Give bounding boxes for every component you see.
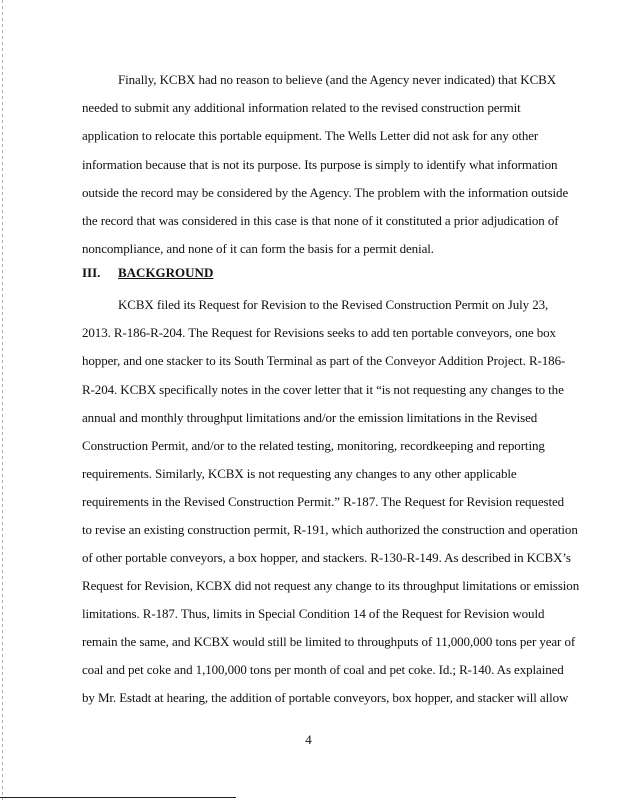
text-line: requirements. Similarly, KCBX is not requesting any changes to any other applicable [82, 466, 517, 481]
text-line: by Mr. Estadt at hearing, the addition of portable conveyors, box hopper, and stacker will allow [82, 690, 569, 705]
page-number: 4 [305, 732, 312, 747]
section-title: BACKGROUND [118, 265, 214, 280]
text-line: to revise an existing construction permit, R-191, which authorized the construction and operation [82, 522, 578, 537]
text-line: KCBX filed its Request for Revision to the Revised Construction Permit on July 23, [118, 297, 549, 312]
text-line: coal and pet coke and 1,100,000 tons per month of coal and pet coke. Id.; R-140. As explained [82, 662, 564, 677]
text-line: 2013. R-186-R-204. The Request for Revisions seeks to add ten portable conveyors, one box [82, 325, 556, 340]
text-line: noncompliance, and none of it can form the basis for a permit denial. [82, 241, 434, 256]
text-line: outside the record may be considered by the Agency. The problem with the information outside [82, 185, 569, 200]
scan-edge [2, 0, 3, 800]
text-line: Finally, KCBX had no reason to believe (and the Agency never indicated) that KCBX [118, 72, 557, 87]
text-line: remain the same, and KCBX would still be limited to throughputs of 11,000,000 tons per year of [82, 634, 576, 649]
text-line: R-204. KCBX specifically notes in the cover letter that it “is not requesting any changes to the [82, 382, 564, 397]
text-line: the record that was considered in this case is that none of it constituted a prior adjudication of [82, 213, 559, 228]
text-line: information because that is not its purpose. Its purpose is simply to identify what information [82, 157, 558, 172]
text-line: hopper, and one stacker to its South Terminal as part of the Conveyor Addition Project. R-186- [82, 353, 566, 368]
text-line: application to relocate this portable equipment. The Wells Letter did not ask for any other [82, 128, 539, 143]
section-number: III. [82, 265, 101, 280]
text-line: needed to submit any additional information related to the revised construction permit [82, 100, 521, 115]
text-line: Request for Revision, KCBX did not request any change to its throughput limitations or emission [82, 578, 580, 593]
section-heading [82, 265, 213, 281]
text-line: of other portable conveyors, a box hopper, and stackers. R-130-R-149. As described in KCBX’s [82, 550, 571, 565]
text-line: limitations. R-187. Thus, limits in Special Condition 14 of the Request for Revision would [82, 606, 545, 621]
text-line: annual and monthly throughput limitations and/or the emission limitations in the Revised [82, 410, 538, 425]
footnote-divider [0, 797, 236, 798]
text-line: Construction Permit, and/or to the related testing, monitoring, recordkeeping and reporting [82, 438, 545, 453]
text-line: requirements in the Revised Construction Permit.” R-187. The Request for Revision requested [82, 494, 565, 509]
